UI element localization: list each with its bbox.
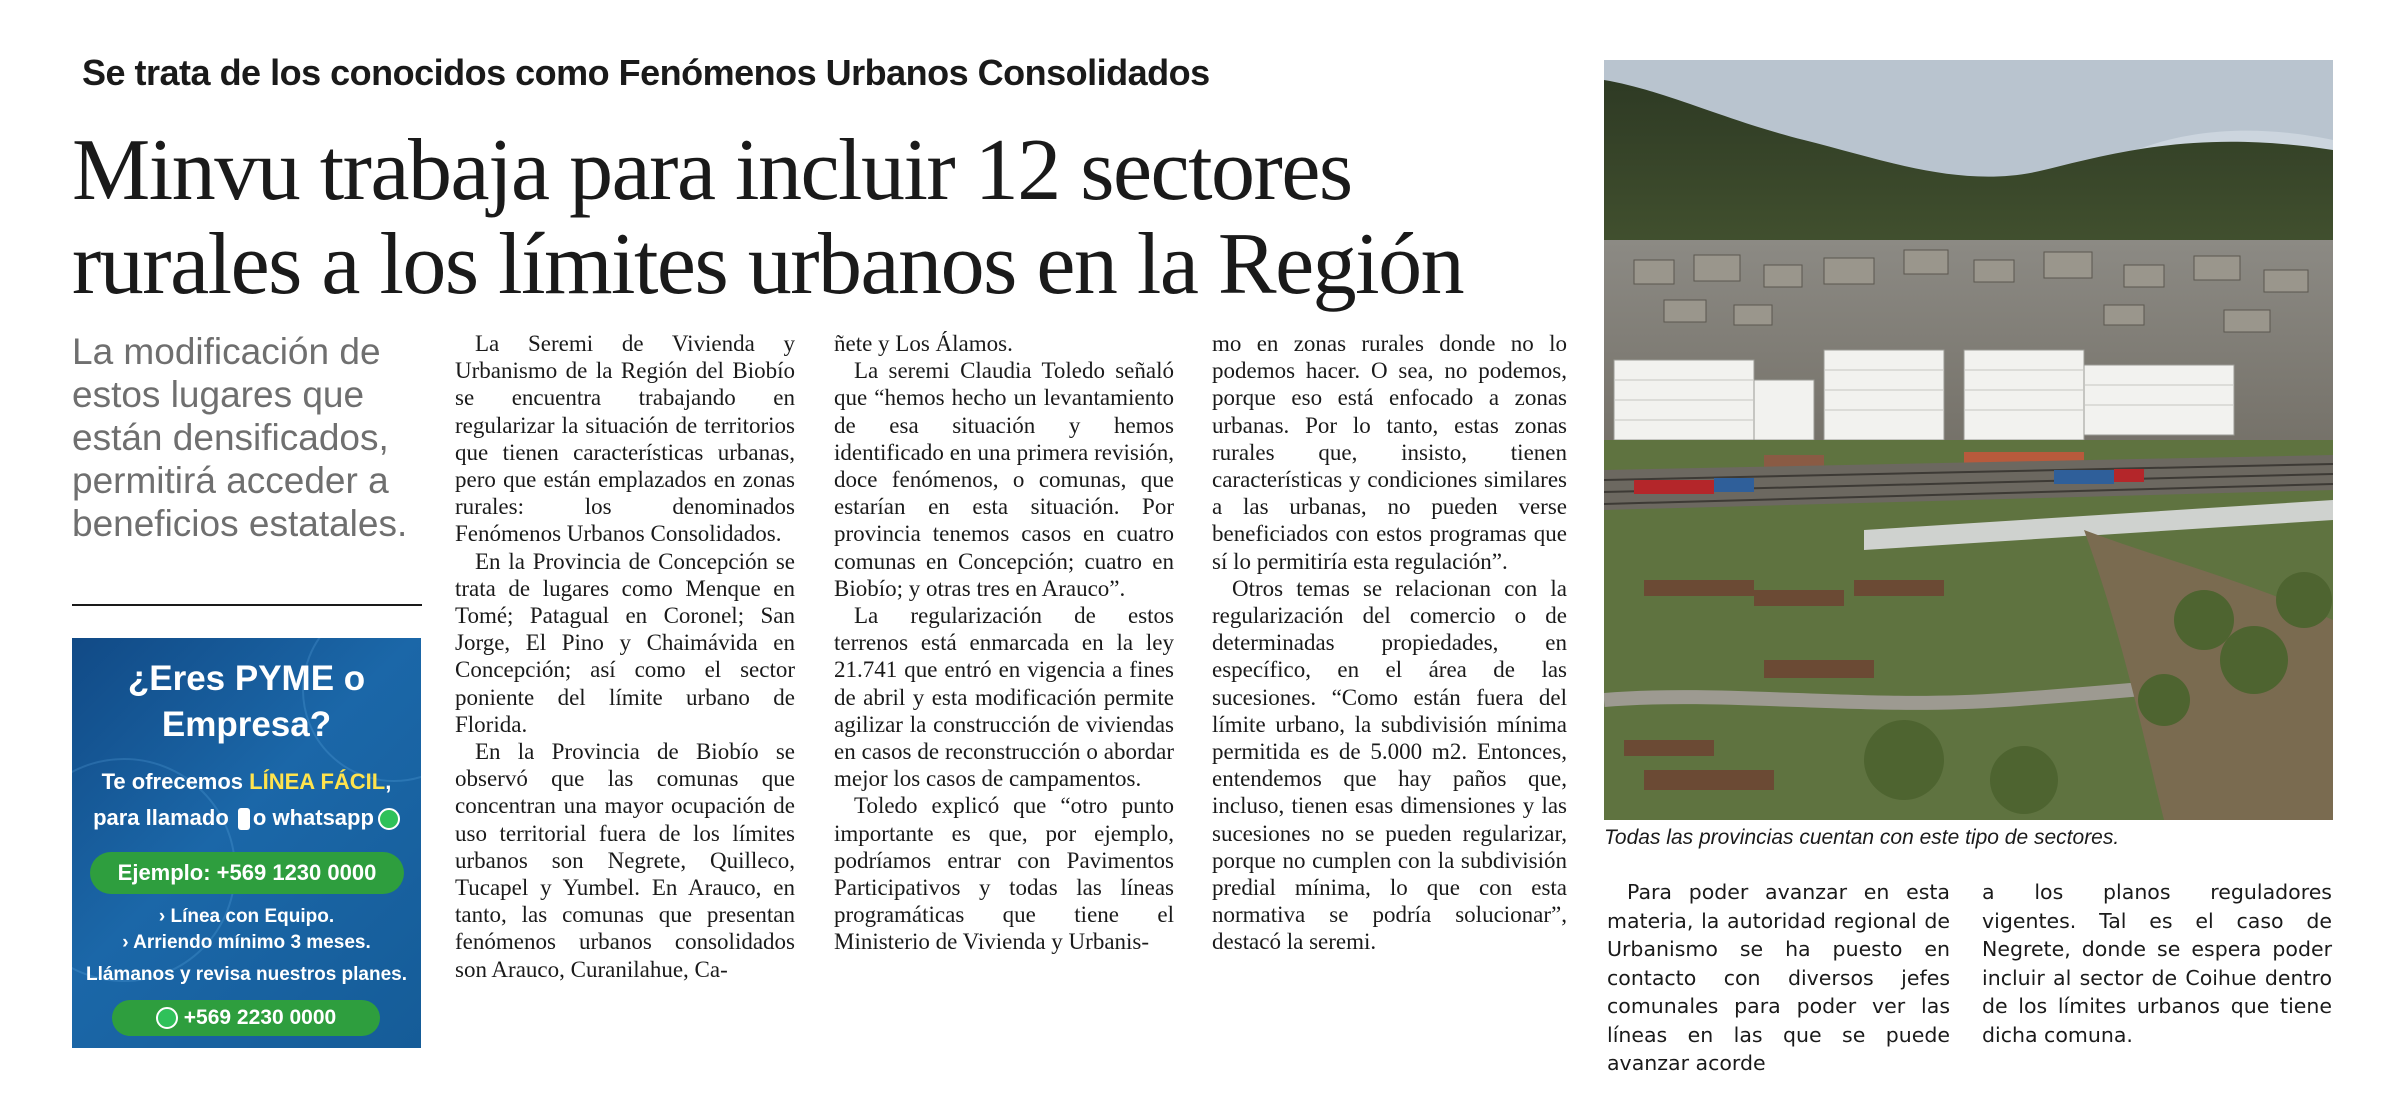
article-column-5: [1982, 878, 2332, 1049]
ad-offer-highlight: LÍNEA FÁCIL: [249, 769, 386, 794]
ad-cta: Llámanos y revisa nuestros planes.: [85, 964, 408, 985]
photo-caption: Todas las provincias cuentan con este tipo de sectores.: [1604, 826, 2120, 849]
paragraph: Toledo explicó que “otro punto importante es que, por ejemplo, podríamos entrar con Pavimentos Participativos y todas las líneas programáticas que tiene el Ministerio de Vivienda y Urbanis-: [834, 793, 1174, 955]
ad-phone-button[interactable]: +569 2230 0000: [112, 1000, 380, 1036]
headline-line: Minvu trabaja para incluir 12 sectores: [72, 122, 1352, 219]
headline: [72, 124, 1592, 312]
ad-example-number: Ejemplo: +569 1230 0000: [90, 852, 404, 894]
deck-line: La modificación de: [72, 331, 381, 372]
article-column-1: [455, 330, 795, 983]
deck: [72, 330, 412, 545]
divider: [72, 604, 422, 606]
kicker: Se trata de los conocidos como Fenómenos Urbanos Consolidados: [82, 52, 1210, 93]
ad-bullets: › Línea con Equipo. › Arriendo mínimo 3 meses.: [122, 906, 371, 953]
article-photo: [1604, 60, 2333, 820]
paragraph: La seremi Claudia Toledo señaló que “hemos hecho un levantamiento de esa situación y hemos identificado en una primera revisión, doce fenómenos, o comunas, que estarían en esta situación. Por provincia tenemos casos en cuatro comunas en Concepción; cuatro en Biobío; y otras tres en Arauco”.: [834, 358, 1174, 601]
paragraph: a los planos reguladores vigentes. Tal es el caso de Negrete, donde se espera poder incluir al sector de Coihue dentro de los límites urbanos que tiene dicha comuna.: [1982, 880, 2332, 1047]
article-column-2: [834, 330, 1174, 956]
whatsapp-icon: [156, 1007, 178, 1029]
deck-line: permitirá acceder a: [72, 460, 389, 501]
article-column-4: [1607, 878, 1950, 1078]
paragraph: La Seremi de Vivienda y Urbanismo de la Región del Biobío se encuentra trabajando en regularizar la situación de territorios que tienen características urbanas, pero que están emplazados en zonas rurales: los denominados Fenómenos Urbanos Consolidados.: [455, 331, 795, 547]
ad-offer: Te ofrecemos LÍNEA FÁCIL, para llamado o whatsapp: [72, 764, 421, 836]
headline-line: rurales a los límites urbanos en la Región: [72, 216, 1464, 313]
mobile-phone-icon: [238, 808, 250, 830]
ad-title: ¿Eres PYME o Empresa?: [127, 659, 366, 744]
pyme-advertisement[interactable]: [72, 638, 421, 1048]
paragraph: Otros temas se relacionan con la regularización del comercio o de determinadas propiedades, en específico, en el área de las sucesiones. “Como están fuera del límite urbano, la subdivisión mínima permitida es de 5.000 m2. Entonces, entendemos que hay paños que, incluso, tienen esas dimensiones y las sucesiones no se pueden regularizar, porque no cumplen con la subdivisión predial mínima, lo que con esta normativa se podría solucionar”, destacó la seremi.: [1212, 575, 1567, 955]
paragraph: En la Provincia de Biobío se observó que las comunas que concentran una mayor ocupación de uso territorial fuera de los límites urbanos son Negrete, Quilleco, Tucapel y Yumbel. En Arauco, en tanto, las comunas que presentan fenómenos urbanos consolidados son Arauco, Curanilahue, Ca-: [455, 739, 795, 982]
paragraph: La regularización de estos terrenos está enmarcada en la ley 21.741 que entró en vigencia a fines de abril y esta modificación permite agilizar la construcción de viviendas en casos de reconstrucción o abordar mejor los casos de campamentos.: [834, 603, 1174, 792]
paragraph: Para poder avanzar en esta materia, la autoridad regional de Urbanismo se ha puesto en contacto con diversos jefes comunales para poder ver las líneas en las que se puede avanzar acorde: [1607, 880, 1950, 1075]
paragraph: mo en zonas rurales donde no lo podemos hacer. O sea, no podemos, porque eso está enfocado a zonas urbanas. Por lo tanto, estas zonas rurales que, insisto, tienen características y condiciones similares a las urbanas, no pueden verse beneficiados con estos programas que sí lo permitiría esta regulación”.: [1212, 331, 1567, 574]
whatsapp-icon: [378, 808, 400, 830]
paragraph: En la Provincia de Concepción se trata de lugares como Menque en Tomé; Patagual en Coronel; San Jorge, El Pino y Chaimávida en Concepción; así como el sector poniente del límite urbano de Florida.: [455, 548, 795, 737]
paragraph: ñete y Los Álamos.: [834, 331, 1013, 356]
deck-line: están densificados,: [72, 417, 389, 458]
article-column-3: [1212, 330, 1567, 956]
aerial-town-photo: [1604, 60, 2333, 820]
deck-line: estos lugares que: [72, 374, 365, 415]
deck-line: beneficios estatales.: [72, 503, 408, 544]
